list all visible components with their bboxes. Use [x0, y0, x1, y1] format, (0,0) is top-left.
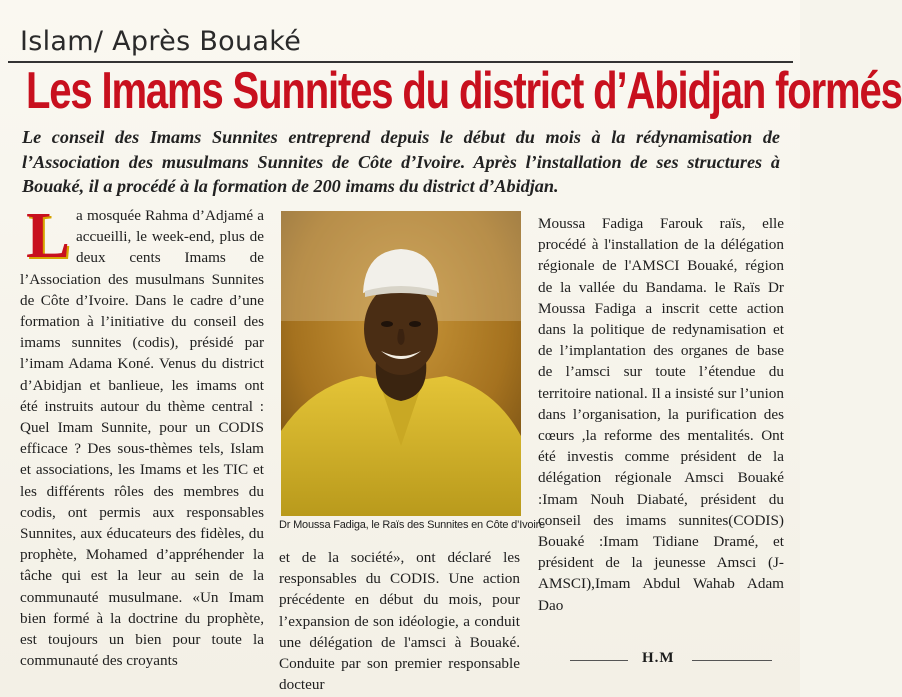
article-column-1: [20, 199, 264, 671]
drop-cap: L: [26, 199, 71, 272]
photo-caption: Dr Moussa Fadiga, le Raïs des Sunnites en Côte d’Ivoire: [279, 519, 545, 531]
author-signature: H.M: [642, 650, 675, 666]
signature-rule-left: [570, 660, 628, 661]
portrait-image: [281, 211, 521, 516]
section-rubric: Islam/ Après Bouaké: [20, 26, 302, 57]
portrait-photo: [281, 211, 521, 516]
article-column-3: Moussa Fadiga Farouk raïs, elle procédé à l'installation de la délégation régionale de l'AMSCI Bouaké, région de la vallée du Bandama. le Raïs Dr Moussa Fadiga a inscrit cette action dans la politique de redynamisation et de l’implantation des organes de base de l’amsci sur toute l’étendue du territoire national. Il a insisté sur l’union dans l’organisation, la purification des cœurs ,la reforme des mentalités. Ont été investis comme président de la délégation régionale Amsci Bouaké :Imam Nouh Diabaté, président du conseil des imams sunnites(CODIS) Bouaké :Imam Tidiane Dramé, et président de la jeunesse Amsci (J-AMSCI),Imam Abdul Wahab Adam Dao: [538, 215, 784, 614]
column-1-text: a mosquée Rahma d’Adjamé a accueilli, le week-end, plus de deux cents Imams de l’Association des musulmans Sunnites de Côte d’Ivoire. Dans le cadre d’une formation à l’initiative du conseil des imams sunnites (codis), présidé par l’imam Adama Koné. Venus du district d’Abidjan et banlieue, les imams ont été instruits autour du thème central : Quel Imam Sunnite, pour un CODIS efficace ? Des sous-thèmes tels, Islam et associations, les Imams et les TIC et les différents rôles des membres du codis, ont permis aux responsables Sunnites, aux éducateurs des fidèles, du prophète, Mohamed d’appréhender la tâche qui est la leur au sein de la communauté musulmane. «Un Imam bien formé à la doctrine du prophète, est toujours un bien pour toute la communauté des croyants: [20, 207, 264, 670]
headline: Les Imams Sunnites du district d’Abidjan formés: [26, 62, 902, 120]
article-column-2: et de la société», ont déclaré les responsables du CODIS. Une action précédente en début du mois, pour l’expansion de son idéologie, a conduit une délégation de l'amsci à Bouaké. Conduite par son premier responsable docteur: [279, 549, 520, 694]
signature-rule-right: [692, 660, 772, 661]
lead-paragraph: Le conseil des Imams Sunnites entreprend depuis le début du mois à la rédynamisation de l’Association des musulmans Sunnites de Côte d’Ivoire. Après l’installation de ses structures à Bouaké, il a procédé à la formation de 200 imams du district d’Abidjan.: [22, 127, 780, 196]
